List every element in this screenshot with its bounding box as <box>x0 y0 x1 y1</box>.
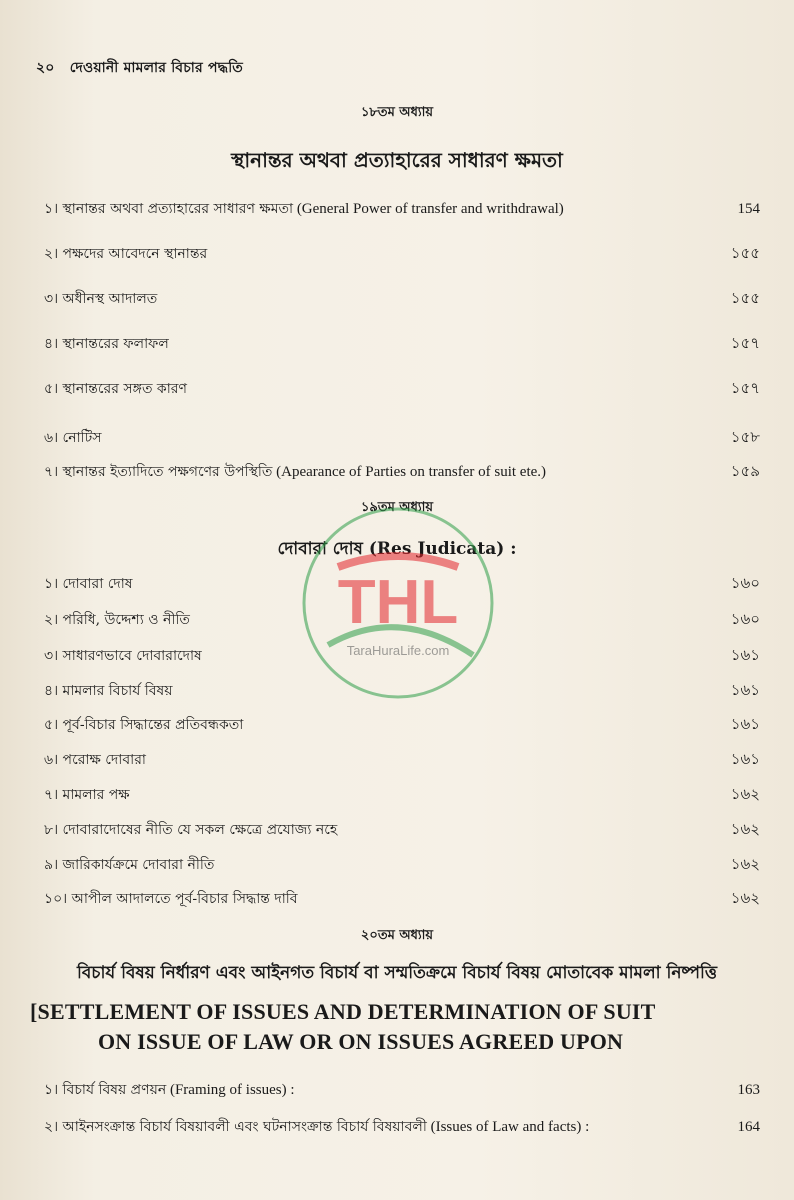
toc-page-number: ১৬১ <box>730 752 760 768</box>
toc-row: ২। পক্ষদের আবেদনে স্থানান্তর ১৫৫ <box>44 243 760 265</box>
toc-page-number: 154 <box>737 201 760 217</box>
book-title: দেওয়ানী মামলার বিচার পদ্ধতি <box>69 60 243 76</box>
toc-row: ১০। আপীল আদালতে পূর্ব-বিচার সিদ্ধান্ত দাবি ১৬২ <box>44 888 760 910</box>
toc-row: ৬। নোটিস ১৫৮ <box>44 427 760 449</box>
toc-page-number: ১৫৫ <box>730 291 760 307</box>
toc-page-number: ১৫৫ <box>730 246 760 262</box>
watermark-logo <box>298 505 498 701</box>
toc-page-number: ১৬২ <box>730 787 760 803</box>
toc-row: ৪। স্থানান্তরের ফলাফল ১৫৭ <box>44 333 760 355</box>
toc-page-number: ১৬১ <box>730 717 760 733</box>
toc-row: ১। বিচার্য বিষয় প্রণয়ন (Framing of issues) : 163 <box>44 1079 760 1101</box>
toc-page-number: ১৬১ <box>730 683 760 699</box>
toc-row: ৩। অধীনস্থ আদালত ১৫৫ <box>44 288 760 310</box>
toc-row: ৫। স্থানান্তরের সঙ্গত কারণ ১৫৭ <box>44 378 760 400</box>
toc-row: ৩। সাধারণভাবে দোবারাদোষ ১৬১ <box>44 645 760 667</box>
toc-page-number: 163 <box>737 1082 760 1098</box>
toc-page-number: ১৫৮ <box>730 430 760 446</box>
toc-row: ৮। দোবারাদোষের নীতি যে সকল ক্ষেত্রে প্রযোজ্য নহে ১৬২ <box>44 819 760 841</box>
toc-page-number: ১৫৭ <box>730 336 760 352</box>
running-head <box>36 56 243 80</box>
toc-row: ৪। মামলার বিচার্য বিষয় ১৬১ <box>44 680 760 702</box>
toc-page-number: ১৬২ <box>730 822 760 838</box>
toc-row: ৭। স্থানান্তর ইত্যাদিতে পক্ষগণের উপস্থিতি (Apearance of Parties on transfer of suit ete.) ১৫৯ <box>44 461 760 483</box>
chapter-20-label: ২০তম অধ্যায় <box>360 928 434 943</box>
toc-page-number: ১৬০ <box>730 612 760 628</box>
chapter-20-title: বিচার্য বিষয় নির্ধারণ এবং আইনগত বিচার্য বা সম্মতিক্রমে বিচার্য বিষয় মোতাবেক মামলা নিষ্পত্তি <box>76 963 718 983</box>
chapter-19-label: ১৯তম অধ্যায় <box>360 500 434 515</box>
toc-page-number: 164 <box>737 1119 760 1135</box>
toc-row: ৭। মামলার পক্ষ ১৬২ <box>44 784 760 806</box>
toc-page-number: ১৬০ <box>730 576 760 592</box>
page-number: ২০ <box>36 60 55 76</box>
toc-row: ২। আইনসংক্রান্ত বিচার্য বিষয়াবলী এবং ঘটনাসংক্রান্ত বিচার্য বিষয়াবলী (Issues of Law and facts) : 164 <box>44 1116 760 1138</box>
toc-row: ১। দোবারা দোষ ১৬০ <box>44 573 760 595</box>
toc-page-number: ১৫৯ <box>730 464 760 480</box>
toc-page-number: ১৬২ <box>730 891 760 907</box>
chapter-18-label: ১৮তম অধ্যায় <box>360 105 434 120</box>
toc-row: ৯। জারিকার্যক্রমে দোবারা নীতি ১৬২ <box>44 854 760 876</box>
toc-page-number: ১৬১ <box>730 648 760 664</box>
watermark-logo-text: THL <box>337 568 459 637</box>
watermark-swoosh <box>338 556 458 567</box>
toc-row: ১। স্থানান্তর অথবা প্রত্যাহারের সাধারণ ক্ষমতা (General Power of transfer and writhdrawal) 154 <box>44 198 760 220</box>
toc-row: ৬। পরোক্ষ দোবারা ১৬১ <box>44 749 760 771</box>
chapter-19-title: দোবারা দোষ (Res Judicata) : <box>277 539 517 559</box>
watermark-site: TaraHuraLife.com <box>346 643 450 658</box>
chapter-18-title: স্থানান্তর অথবা প্রত্যাহারের সাধারণ ক্ষমতা <box>231 148 563 172</box>
toc-row: ৫। পূর্ব-বিচার সিদ্ধান্তের প্রতিবন্ধকতা ১৬১ <box>44 714 760 736</box>
toc-page-number: ১৫৭ <box>730 381 760 397</box>
toc-row: ২। পরিধি, উদ্দেশ্য ও নীতি ১৬০ <box>44 609 760 631</box>
chapter-20-english-title: [SETTLEMENT OF ISSUES AND DETERMINATION OF SUIT ON ISSUE OF LAW OR ON ISSUES AGREED UPON <box>30 999 656 1054</box>
toc-page-number: ১৬২ <box>730 857 760 873</box>
